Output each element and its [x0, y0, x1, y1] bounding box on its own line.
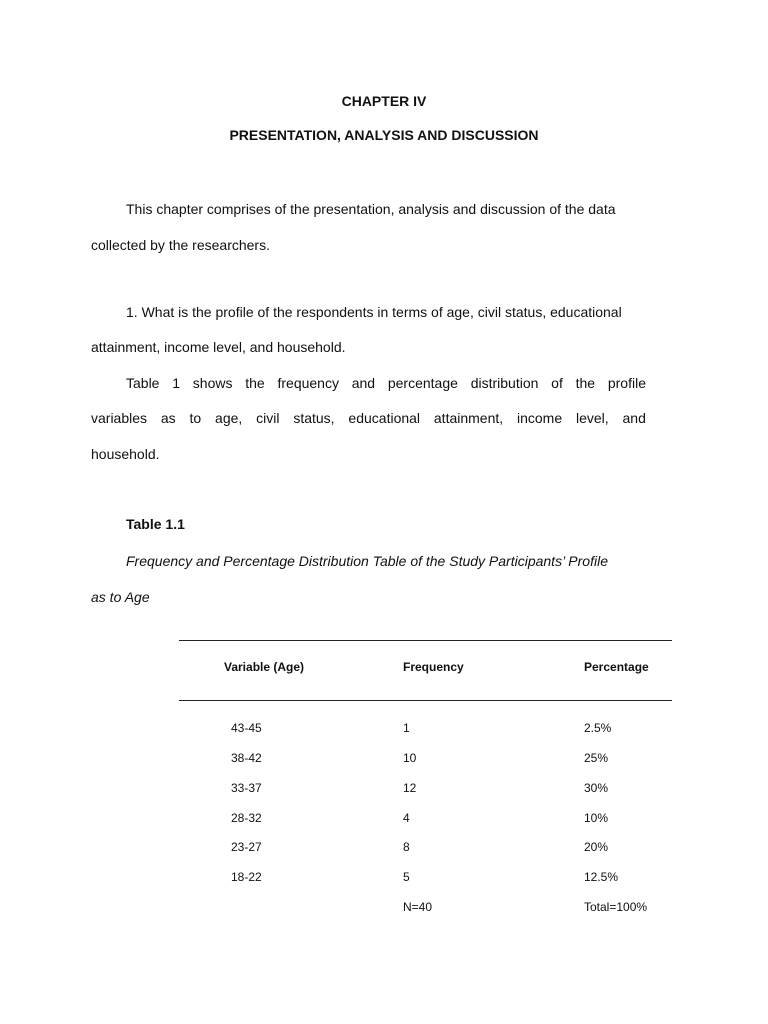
- word: profile: [607, 375, 646, 391]
- cell-frequency: 8: [403, 840, 410, 854]
- column-header-frequency: Frequency: [403, 660, 464, 674]
- word: income: [517, 410, 563, 426]
- cell-percentage: 12.5%: [584, 870, 619, 884]
- cell-percentage: 10%: [584, 811, 609, 825]
- word: to: [189, 410, 202, 426]
- word: attainment,: [433, 410, 504, 426]
- word: and: [622, 410, 646, 426]
- column-header-percentage: Percentage: [584, 660, 649, 674]
- cell-frequency: 10: [403, 751, 417, 765]
- section-title: PRESENTATION, ANALYSIS AND DISCUSSION: [229, 127, 539, 143]
- cell-age: 28-32: [231, 811, 262, 825]
- column-header-variable: Variable (Age): [224, 660, 305, 674]
- cell-age: 23-27: [231, 840, 262, 854]
- question-line-1: 1. What is the profile of the respondents in terms of age, civil status, educational: [126, 304, 622, 320]
- word: educational: [348, 410, 421, 426]
- chapter-heading: CHAPTER IV: [341, 93, 427, 109]
- table-caption-line-1: Frequency and Percentage Distribution Table of the Study Participants’ Profile: [126, 553, 608, 569]
- word: distribution: [470, 375, 539, 391]
- word: variables: [91, 410, 148, 426]
- table-label: Table 1.1: [126, 516, 185, 532]
- word: the: [575, 375, 596, 391]
- cell-percentage: 25%: [584, 751, 609, 765]
- word: status,: [293, 410, 335, 426]
- word: 1: [172, 375, 181, 391]
- cell-age: 43-45: [231, 721, 262, 735]
- word: frequency: [277, 375, 339, 391]
- question-line-2: attainment, income level, and household.: [91, 339, 346, 355]
- table-intro-line-3: household.: [91, 446, 160, 462]
- word: the: [245, 375, 265, 391]
- cell-frequency: 5: [403, 870, 410, 884]
- intro-line-1: This chapter comprises of the presentation, analysis and discussion of the data: [126, 201, 616, 217]
- total-count: N=40: [403, 900, 433, 914]
- total-percentage: Total=100%: [584, 900, 648, 914]
- word: as: [160, 410, 176, 426]
- intro-line-2: collected by the researchers.: [91, 237, 270, 253]
- cell-frequency: 4: [403, 811, 410, 825]
- word: and: [351, 375, 376, 391]
- cell-age: 18-22: [231, 870, 262, 884]
- word: shows: [192, 375, 233, 391]
- cell-age: 33-37: [231, 781, 262, 795]
- table-intro-line-2: [91, 410, 646, 426]
- word: percentage: [387, 375, 458, 391]
- cell-frequency: 12: [403, 781, 417, 795]
- cell-frequency: 1: [403, 721, 410, 735]
- word: civil: [256, 410, 280, 426]
- cell-percentage: 2.5%: [584, 721, 612, 735]
- word: of: [551, 375, 563, 391]
- word: age,: [215, 410, 243, 426]
- cell-age: 38-42: [231, 751, 262, 765]
- table-caption-line-2: as to Age: [91, 589, 150, 605]
- table-top-rule: [179, 640, 672, 641]
- word: level,: [575, 410, 609, 426]
- cell-percentage: 20%: [584, 840, 609, 854]
- cell-percentage: 30%: [584, 781, 609, 795]
- table-intro-line-1: [126, 375, 646, 391]
- word: Table: [126, 375, 160, 391]
- table-header-rule: [179, 700, 672, 701]
